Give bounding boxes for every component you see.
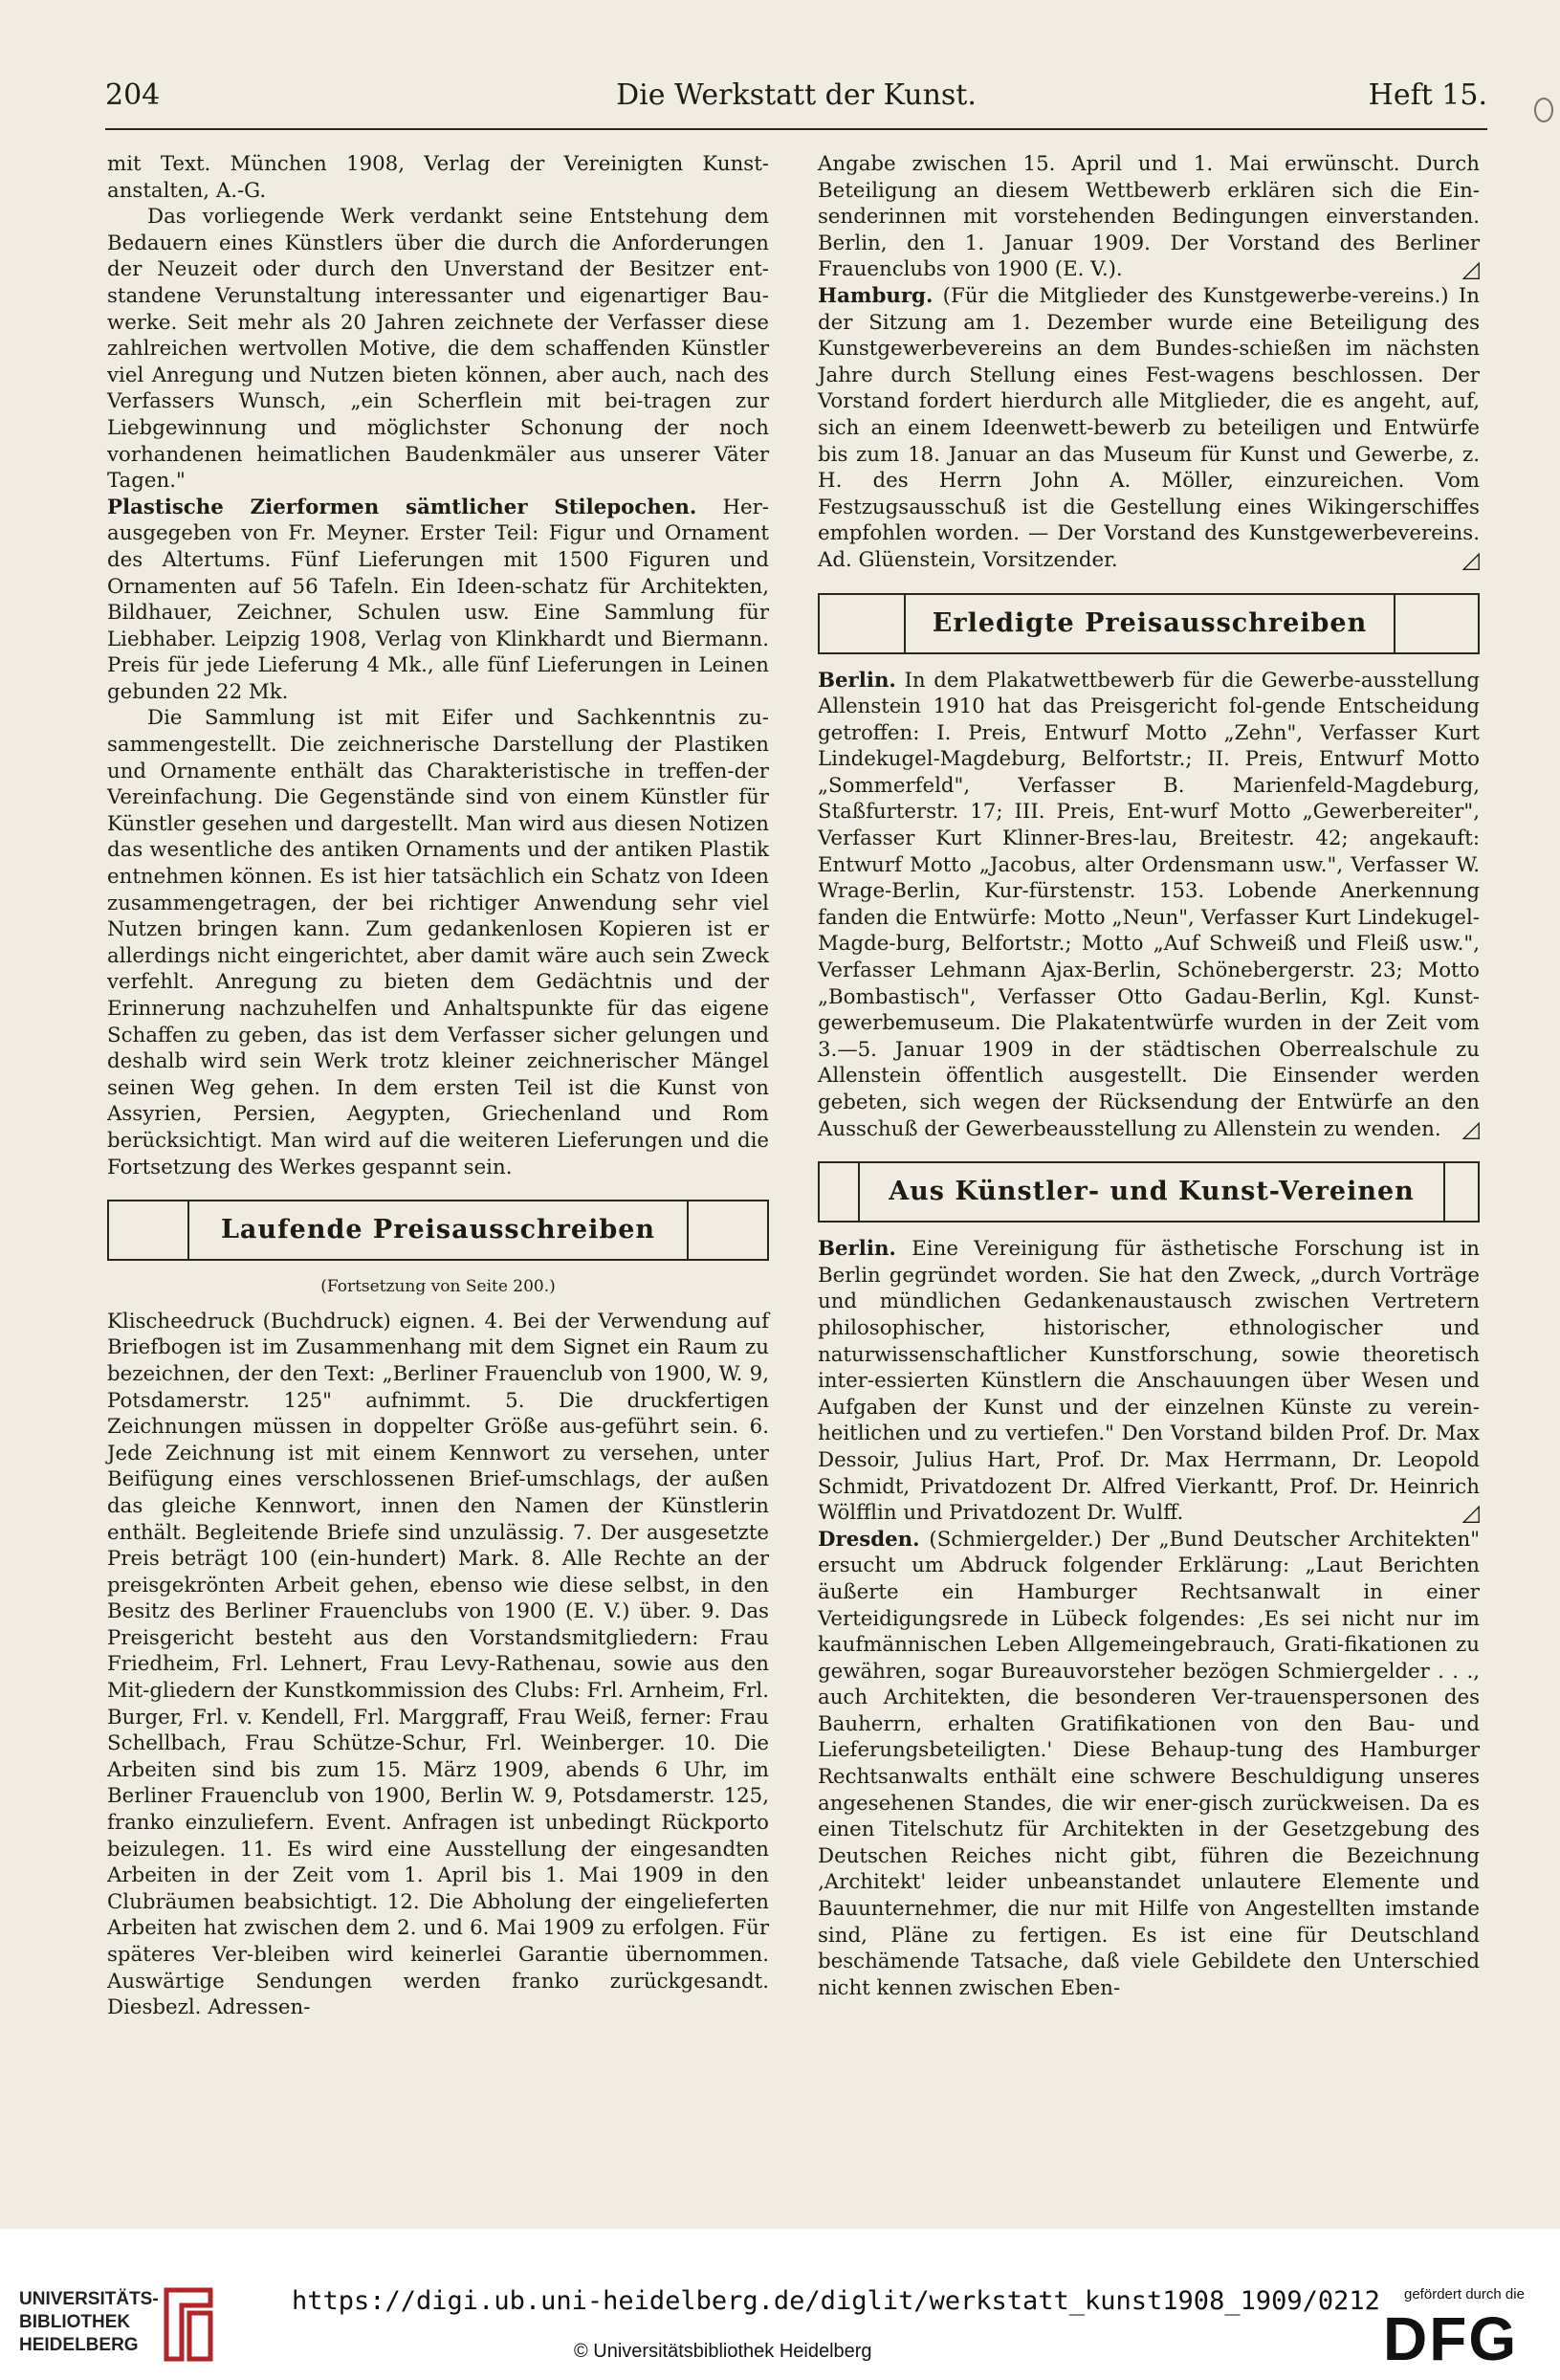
paragraph: Die Sammlung ist mit Eifer und Sachkenntnis zu-sammengestellt. Die zeichnerische Darstellung der Plastiken und Ornamente enthält das Charakteristische in treffen-der Vereinfachung. Die Gegenstände sind von einem Künstler für Künstler gesehen und dargestellt. Man wird aus diesen Notizen das wesentliche des antiken Ornaments und der antiken Plastik entnehmen können. Es ist hier tatsächlich ein Schatz von Ideen zusammengetragen, der bei richtiger Anwendung sehr viel Nutzen bringen kann. Zum gedankenlosen Kopieren ist er allerdings nicht eingerichtet, aber damit wäre auch sein Zweck verfehlt. Anregung zu bieten dem Gedächtnis und der Erinnerung nachzuhelfen und Anhaltspunkte für das eigene Schaffen zu geben, das ist dem Verfasser sicher gelungen und deshalb wird sein Werk trotz kleiner zeichnerischer Mängel seinen Weg gehen. In dem ersten Teil ist die Kunst von Assyrien, Persien, Aegypten, Griechenland und Rom berücksichtigt. Man wird auf die weiteren Lieferungen und die Fortsetzung des Werkes gespannt sein. [107,706,769,1179]
news-entry-hamburg [818,283,1480,574]
paragraph: Klischeedruck (Buchdruck) eignen. 4. Bei der Verwendung auf Briefbogen ist im Zusammenhang mit dem Signet ein Raum zu bezeichnen, der den Text: „Berliner Frauenclub von 1900, W. 9, Potsdamerstr. 125" aufnimmt. 5. Die druckfertigen Zeichnungen müssen in doppelter Größe aus-geführt sein. 6. Jede Zeichnung ist mit einem Kennwort zu versehen, unter Beifügung eines verschlossenen Brief-umschlags, der außen das gleiche Kennwort, innen den Namen der Künstlerin enthält. Begleitende Briefe sind unzulässig. 7. Der ausgesetzte Preis beträgt 100 (ein-hundert) Mark. 8. Alle Rechte an der preisgekrönten Arbeit gehen, ebenso wie diese selbst, in den Besitz des Berliner Frauenclubs von 1900 (E. V.) über. 9. Das Preisgericht besteht aus den Vorstandsmitgliedern: Frau Friedheim, Frl. Lehnert, Frau Levy-Rathenau, sowie aus den Mit-gliedern der Kunstkommission des Clubs: Frl. Arnheim, Frl. Burger, Frl. v. Kendell, Frl. Marggraff, Frau Weiß, ferner: Frau Schellbach, Frau Schütze-Schur, Frl. Weinberger. 10. Die Arbeiten sind bis zum 15. März 1909, abends 6 Uhr, im Berliner Frauenclub von 1900, Berlin W. 9, Potsdamerstr. 125, franko einzuliefern. Event. Anfragen ist unbedingt Rückporto beizulegen. 11. Es wird eine Ausstellung der eingesandten Arbeiten in der Zeit vom 1. April bis 1. Mai 1909 in den Clubräumen beabsichtigt. 12. Die Abholung der eingelieferten Arbeiten hat zwischen dem 2. und 6. Mai 1909 zu erfolgen. Für späteres Ver-bleiben wird keinerlei Garantie übernommen. Auswärtige Sendungen werden franko zurückgesandt. Diesbezl. Adressen- [107,1309,769,2020]
triangle-end-mark-icon: ◿ [1461,255,1480,283]
section-heading-frame [107,1200,769,1261]
funding-label: gefördert durch die [1404,2286,1525,2303]
continuation-note: (Fortsetzung von Seite 200.) [320,1277,556,1297]
section-heading-laufende-preisausschreiben: Laufende Preisausschreiben [187,1200,689,1261]
left-column [107,151,769,2021]
header-rule [105,128,1487,130]
review-title: Plastische Zierformen sämtlicher Stilepochen. [107,495,697,519]
entry-body: (Schmiergelder.) Der „Bund Deutscher Architekten" ersucht um Abdruck folgender Erklärung: „Laut Berichten äußerte ein Hamburger Rechtsanwalt in einer Verteidigungsrede in Lübeck folgendes: ‚Es sei nicht nur im kaufmännischen Leben Allgemeingebrauch, Grati-fikationen zu gewähren, sogar Bureauvorsteher bezögen Schmiergelder . . ., auch Architekten, die besonderen Ver-trauenspersonen des Bauherrn, erhalten Gratifikationen von den Bau- und Lieferungsbeteiligten.' Diese Behaup-tung des Hamburger Rechtsanwalts enthält eine schwere Beschuldigung unseres angesehenen Standes, die wir ener-gisch zurückweisen. Da es einen Titelschutz für Architekten in der Gesetzgebung des Deutschen Reiches nicht gibt, führen die Bezeichnung ‚Architekt' leider unbeanstandet unlautere Elemente und Bauunternehmer, die nur mit Hilfe von Angestellten imstande sind, Pläne zu fertigen. Es ist eine für Deutschland beschämende Tatsache, daß viele Gebildete den Unterschied nicht kennen zwischen Eben- [818,1527,1480,2000]
paragraph-text: Angabe zwischen 15. April und 1. Mai erwünscht. Durch Beteiligung an diesem Wettbewerb erklären sich die Ein-senderinnen mit vorstehenden Bedingungen einverstanden. Berlin, den 1. Januar 1909. Der Vorstand des Berliner Frauenclubs von 1900 (E. V.). [818,152,1480,282]
digitization-footer [0,2229,1560,2380]
section-heading-kuenstler-vereine: Aus Künstler- und Kunst-Vereinen [858,1161,1445,1223]
library-line: BIBLIOTHEK [19,2312,131,2332]
library-line: UNIVERSITÄTS- [19,2289,159,2309]
entry-lead: Berlin. [818,668,896,693]
journal-title: Die Werkstatt der Kunst. [616,78,977,112]
review-body: Her-ausgegeben von Fr. Meyner. Erster Teil: Figur und Ornament des Altertums. Fünf Lieferungen mit 1500 Figuren und Ornamenten auf 56 Tafeln. Ein Ideen-schatz für Architekten, Bildhauer, Zeichner, Schulen usw. Eine Sammlung für Liebhaber. Leipzig 1908, Verlag von Klinkhardt und Biermann. Preis für jede Lieferung 4 Mk., alle fünf Lieferungen in Leinen gebunden 22 Mk. [107,495,770,704]
binding-hole [1534,98,1553,122]
permalink-url[interactable]: https://digi.ub.uni-heidelberg.de/diglit/werkstatt_kunst1908_1909/0212 [292,2286,1380,2316]
triangle-end-mark-icon: ◿ [1461,545,1480,573]
triangle-end-mark-icon: ◿ [1461,1499,1480,1527]
entry-body: Eine Vereinigung für ästhetische Forschung ist in Berlin gegründet worden. Sie hat den Zweck, „durch Vorträge und mündlichen Gedankenaustausch zwischen Vertretern philosophischer, historischer, ethnologischer und naturwissenschaftlicher Kunstforschung, sowie theoretisch inter-essierten Künstlern die Anschauungen über Wesen und Aufgaben der Kunst und der einzelnen Künste zu verein-heitlichen und zu vertiefen." Den Vorstand bilden Prof. Dr. Max Dessoir, Julius Hart, Prof. Dr. Max Herrmann, Dr. Leopold Schmidt, Privatdozent Dr. Alfred Vierkantt, Prof. Dr. Heinrich Wölfflin und Privatdozent Dr. Wulff. [818,1237,1480,1526]
running-header [105,78,1487,121]
section-heading-erledigte-preisausschreiben: Erledigte Preisausschreiben [904,593,1395,654]
paragraph: mit Text. München 1908, Verlag der Vereinigten Kunst-anstalten, A.-G. [107,152,769,203]
paragraph: Das vorliegende Werk verdankt seine Entstehung dem Bedauern eines Künstlers über die durch die Anforderungen der Neuzeit oder durch den Unverstand der Besitzer ent-standene Verunstaltung interessanter und eigenartiger Bau-werke. Seit mehr als 20 Jahren zeichnete der Verfasser diese zahlreichen wertvollen Motive, die dem schaffenden Künstler viel Anregung und Nutzen bieten können, aber auch, nach des Verfassers Wunsch, „ein Scherflein mit bei-tragen zur Liebgewinnung und möglichster Schonung der noch vorhandenen heimatlichen Baudenkmäler aus unserer Väter Tagen." [107,205,769,494]
copyright-notice: © Universitätsbibliothek Heidelberg [574,2341,872,2362]
section-heading-frame [818,1161,1480,1223]
entry-body: In dem Plakatwettbewerb für die Gewerbe-ausstellung Allenstein 1910 hat das Preisgericht fol-gende Entscheidung getroffen: I. Preis, Entwurf Motto „Zehn", Verfasser Kurt Lindekugel-Magdeburg, Belfortstr.; II. Preis, Entwurf Motto „Sommerfeld", Verfasser B. Marienfeld-Magdeburg, Staßfurterstr. 17; III. Preis, Ent-wurf Motto „Gewerbereiter", Verfasser Kurt Klinner-Bres-lau, Breitestr. 42; angekauft: Entwurf Motto „Jacobus, alter Ordensmann usw.", Verfasser W. Wrage-Berlin, Kur-fürstenstr. 153. Lobende Anerkennung fanden die Entwürfe: Motto „Neun", Verfasser Kurt Lindekugel-Magde-burg, Belfortstr.; Motto „Auf Schweiß und Fleiß usw.", Verfasser Lehmann Ajax-Berlin, Schönebergerstr. 23; Motto „Bombastisch", Verfasser Otto Gadau-Berlin, Kgl. Kunst-gewerbemuseum. Die Plakatentwürfe wurden in der Zeit vom 3.—5. Januar 1909 in der städtischen Oberrealschule zu Allenstein öffentlich ausgestellt. Die Einsender werden gebeten, sich wegen der Rücksendung der Entwürfe an den Ausschuß der Gewerbeausstellung zu Allenstein zu wenden. [818,668,1480,1141]
news-entry-berlin-plakat [818,668,1480,1143]
paragraph [818,151,1480,283]
page-number: 204 [105,78,161,112]
dfg-logo: DFG [1383,2304,1519,2373]
review-entry [107,495,769,706]
news-entry-berlin-vereinigung [818,1236,1480,1527]
section-heading-frame [818,593,1480,654]
entry-lead: Hamburg. [818,283,934,308]
library-logo-icon [161,2286,216,2363]
right-column [818,151,1480,2001]
news-entry-dresden [818,1527,1480,2002]
library-name [19,2288,159,2357]
entry-body: (Für die Mitglieder des Kunstgewerbe-vereins.) In der Sitzung am 1. Dezember wurde eine Beteiligung des Kunstgewerbevereins an dem Bundes-schießen im nächsten Jahre durch Stellung eines Fest-wagens beschlossen. Der Vorstand fordert hierdurch alle Mitglieder, die es angeht, auf, sich an einem Ideenwett-bewerb zu beteiligen und Entwürfe bis zum 18. Januar an das Museum für Kunst und Gewerbe, z. H. des Herrn John A. Möller, einzureichen. Vom Festzugsausschuß ist die Gestellung eines Wikingerschiffes empfohlen worden. — Der Vorstand des Kunstgewerbevereins. Ad. Glüenstein, Vorsitzender. [818,283,1480,572]
library-line: HEIDELBERG [19,2335,139,2355]
entry-lead: Berlin. [818,1237,896,1262]
entry-lead: Dresden. [818,1527,920,1552]
issue-number: Heft 15. [1368,78,1487,112]
triangle-end-mark-icon: ◿ [1461,1114,1480,1142]
